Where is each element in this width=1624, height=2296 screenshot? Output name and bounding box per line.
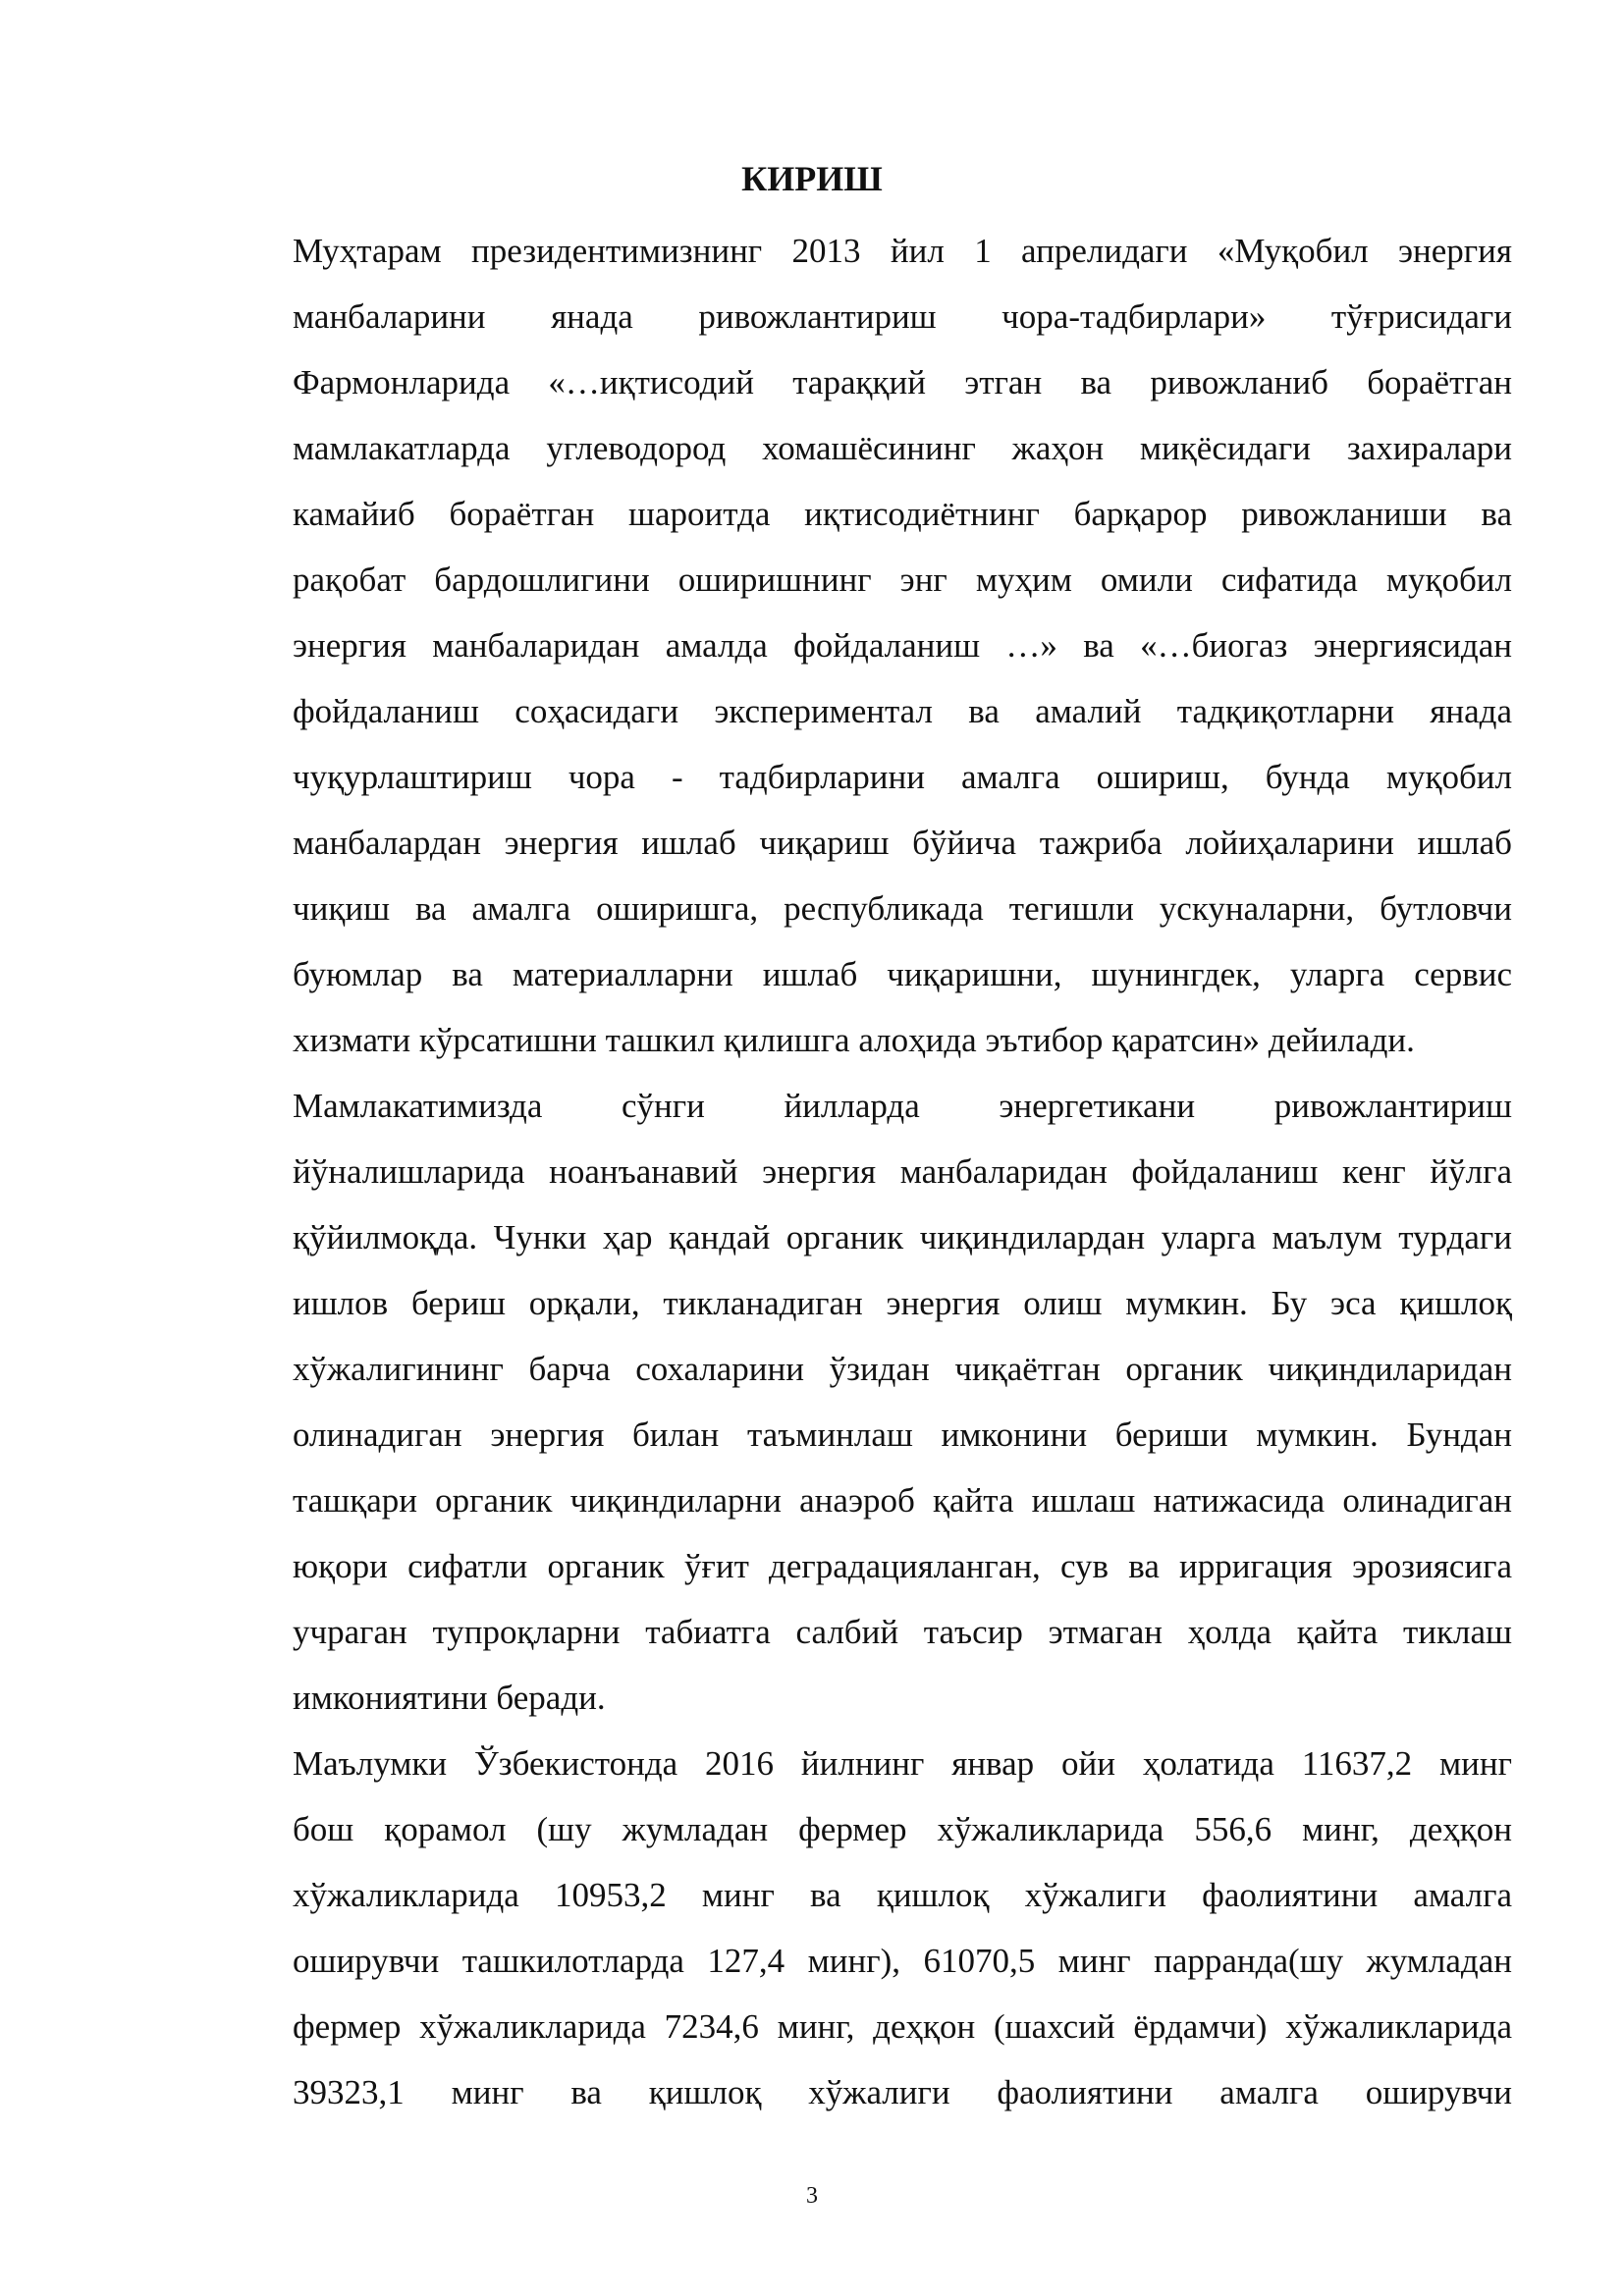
text-line: қўйилмоқда. Чунки ҳар қандай органик чиқиндилардан уларга маълум турдаги: [293, 1218, 1512, 1256]
text-line: ташқари органик чиқиндиларни анаэроб қайта ишлаш натижасида олинадиган: [293, 1481, 1512, 1520]
text-line: чуқурлаштириш чора - тадбирларини амалга ошириш, бунда муқобил: [293, 758, 1512, 796]
text-line: манбалардан энергия ишлаб чиқариш бўйича тажриба лойиҳаларини ишлаб: [293, 824, 1512, 862]
text-line: буюмлар ва материалларни ишлаб чиқаришни, шунингдек, уларга сервис: [293, 955, 1512, 993]
text-line: Муҳтарам президентимизнинг 2013 йил 1 апрелидаги «Муқобил энергия: [293, 232, 1512, 270]
text-line: бош қорамол (шу жумладан фермер хўжаликларида 556,6 минг, деҳқон: [293, 1810, 1512, 1848]
text-line: фойдаланиш соҳасидаги экспериментал ва амалий тадқиқотларни янада: [293, 692, 1512, 730]
text-line: йўналишларида ноанъанавий энергия манбаларидан фойдаланиш кенг йўлга: [293, 1152, 1512, 1191]
text-line: оширувчи ташкилотларда 127,4 минг), 61070,5 минг парранда(шу жумладан: [293, 1942, 1512, 1980]
document-title: КИРИШ: [741, 159, 883, 198]
text-line: 39323,1 минг ва қишлоқ хўжалиги фаолиятини амалга оширувчи: [293, 2073, 1512, 2111]
text-line: Маълумки Ўзбекистонда 2016 йилнинг январ ойи ҳолатида 11637,2 минг: [293, 1744, 1512, 1783]
text-line: хўжалигининг барча сохаларини ўзидан чиқаётган органик чиқиндиларидан: [293, 1350, 1512, 1388]
document-body: [194, 218, 1512, 2125]
text-line: хизмати кўрсатишни ташкил қилишга алоҳида эътибор қаратсин» дейилади.: [293, 1021, 1415, 1059]
text-line: фермер хўжаликларида 7234,6 минг, деҳқон (шахсий ёрдамчи) хўжаликларида: [293, 2007, 1512, 2046]
text-line: ишлов бериш орқали, тикланадиган энергия олиш мумкин. Бу эса қишлоқ: [293, 1284, 1512, 1322]
text-line: рақобат бардошлигини оширишнинг энг муҳим омили сифатида муқобил: [293, 561, 1512, 599]
paragraph: [194, 1731, 1512, 2125]
text-line: олинадиган энергия билан таъминлаш имконини бериши мумкин. Бундан: [293, 1415, 1512, 1454]
text-line: имкониятини беради.: [293, 1679, 606, 1717]
text-line: хўжаликларида 10953,2 минг ва қишлоқ хўжалиги фаолиятини амалга: [293, 1876, 1512, 1914]
text-line: Фармонларида «…иқтисодий тараққий этган ва ривожланиб бораётган: [293, 363, 1512, 401]
text-line: юқори сифатли органик ўғит деградацияланган, сув ва ирригация эрозиясига: [293, 1547, 1512, 1585]
text-line: мамлакатларда углеводород хомашёсининг жаҳон миқёсидаги захиралари: [293, 429, 1512, 467]
paragraph: [194, 1073, 1512, 1731]
text-line: энергия манбаларидан амалда фойдаланиш …» ва «…биогаз энергиясидан: [293, 626, 1512, 665]
text-line: учраган тупроқларни табиатга салбий таъсир этмаган ҳолда қайта тиклаш: [293, 1613, 1512, 1651]
text-line: Мамлакатимизда сўнги йилларда энергетикани ривожлантириш: [293, 1087, 1512, 1125]
page-number: 3: [806, 2183, 818, 2209]
text-line: камайиб бораётган шароитда иқтисодиётнинг барқарор ривожланиши ва: [293, 495, 1512, 533]
paragraph: [194, 218, 1512, 1073]
text-line: чиқиш ва амалга оширишга, республикада тегишли ускуналарни, бутловчи: [293, 889, 1512, 928]
text-line: манбаларини янада ривожлантириш чора-тадбирлари» тўғрисидаги: [293, 297, 1512, 336]
